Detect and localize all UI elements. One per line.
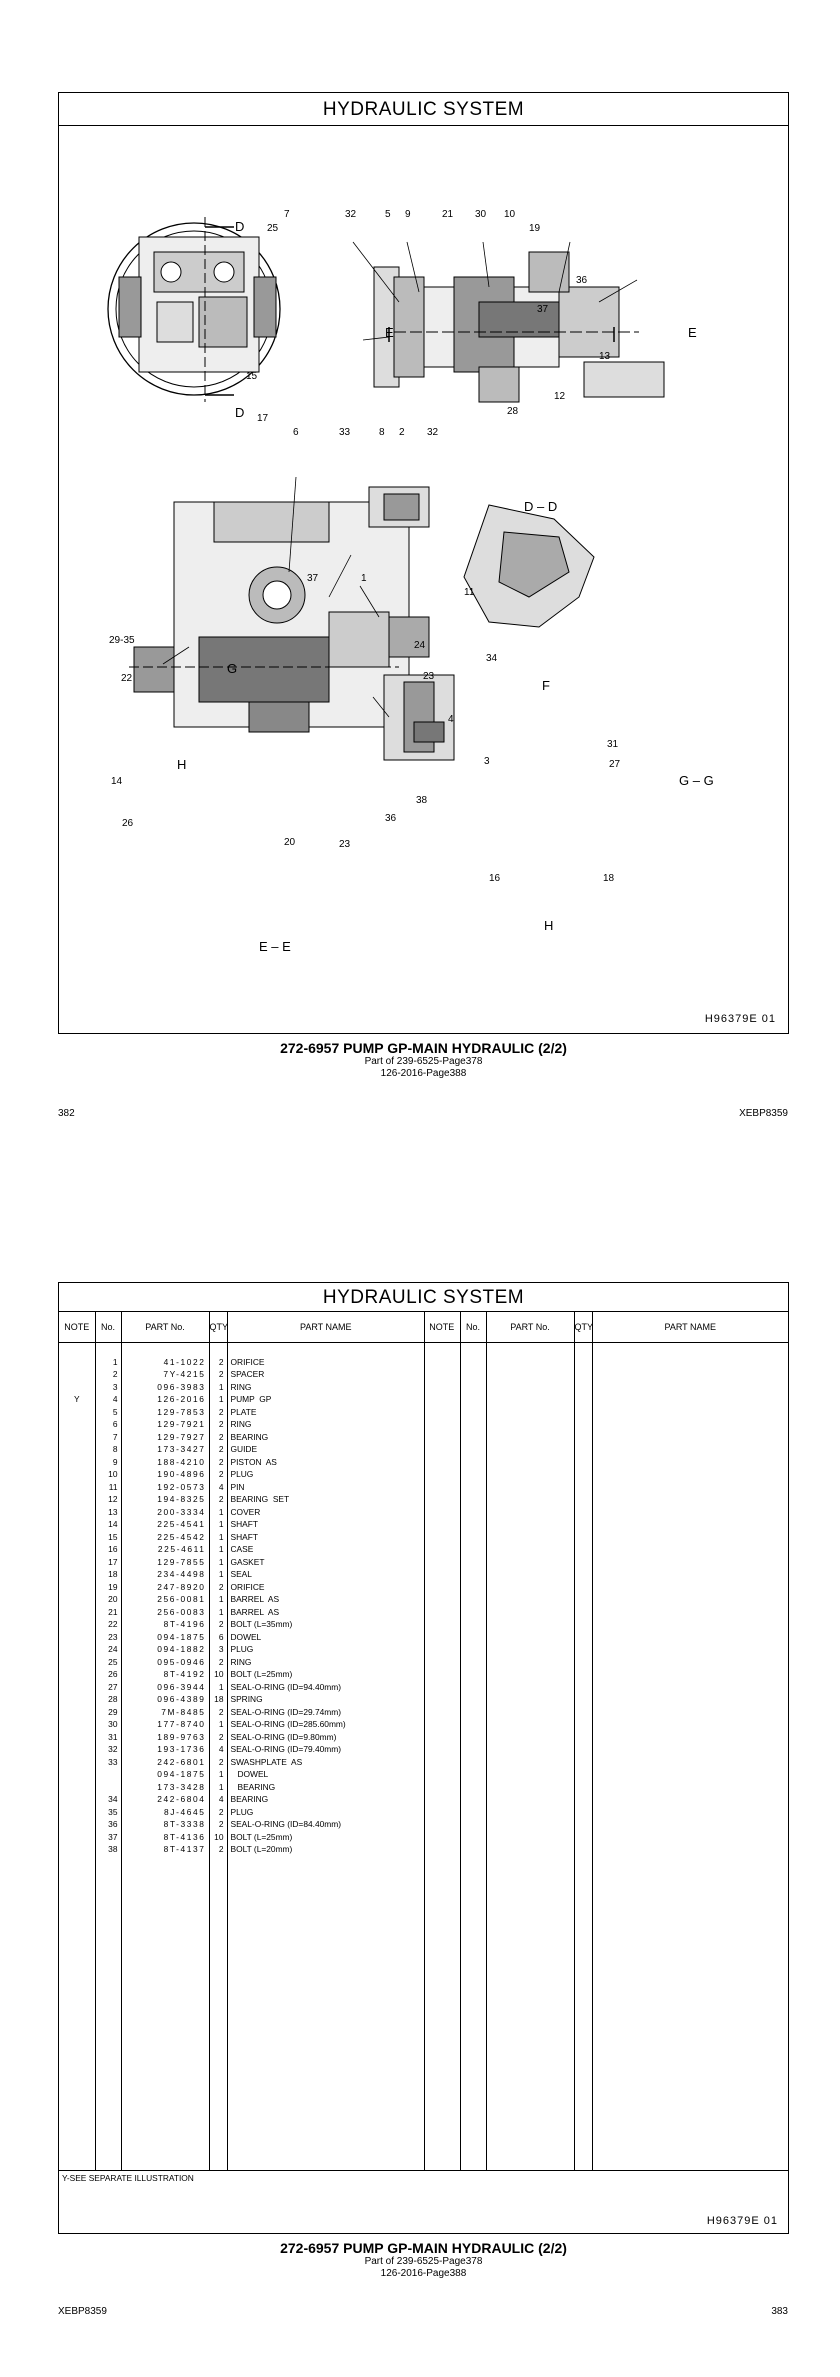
cell-part-no: 177-8740 <box>121 1718 209 1731</box>
cell-part-no: 126-2016 <box>121 1393 209 1406</box>
cell-part-name: DOWEL <box>230 1769 269 1779</box>
cell-part-no: 193-1736 <box>121 1743 209 1756</box>
callout-31: 31 <box>607 739 619 750</box>
cell-part-no: 256-0081 <box>121 1593 209 1606</box>
cell-item-no: 23 <box>95 1631 121 1644</box>
cell-part-no: 247-8920 <box>121 1581 209 1594</box>
cell-qty: 2 <box>209 1731 227 1744</box>
cell-item-no: 29 <box>95 1706 121 1719</box>
cell-part-no: 8T-4192 <box>121 1668 209 1681</box>
cell-item-no: 33 <box>95 1756 121 1769</box>
callout-34: 34 <box>486 653 498 664</box>
cell-item-no: 27 <box>95 1681 121 1694</box>
view-label-f: F <box>542 678 550 693</box>
cell-part-name: SWASHPLATE AS <box>230 1756 303 1767</box>
cell-item-no: 30 <box>95 1718 121 1731</box>
col-part-no-right: PART No. <box>486 1312 574 1343</box>
cell-qty: 1 <box>209 1531 227 1544</box>
cell-qty: 1 <box>209 1556 227 1569</box>
cell-part-name: SPRING <box>230 1694 263 1704</box>
cell-item-no: 5 <box>95 1406 121 1419</box>
cell-part-name: BEARING <box>230 1431 269 1442</box>
cell-qty: 2 <box>209 1818 227 1831</box>
cell-item-no: 4 <box>95 1393 121 1406</box>
cell-item-no: 26 <box>95 1668 121 1681</box>
caption-title: 272-6957 PUMP GP-MAIN HYDRAULIC (2/2) <box>280 1040 567 1056</box>
callout-38: 38 <box>416 795 428 806</box>
cell-qty: 1 <box>209 1381 227 1394</box>
section-e-mark-right: E <box>688 325 697 340</box>
cell-qty: 1 <box>209 1568 227 1581</box>
cell-part-no: 129-7853 <box>121 1406 209 1419</box>
view-label-h: H <box>544 918 554 933</box>
callout-6: 6 <box>293 427 299 438</box>
illustration-frame <box>58 92 789 1034</box>
cell-part-no: 096-3944 <box>121 1681 209 1694</box>
cell-part-no: 8T-4136 <box>121 1831 209 1844</box>
callout-13: 13 <box>599 351 611 362</box>
callout-20: 20 <box>284 837 296 848</box>
cell-item-no: 20 <box>95 1593 121 1606</box>
cell-qty: 2 <box>209 1406 227 1419</box>
cell-qty: 2 <box>209 1493 227 1506</box>
cell-part-no: 242-6801 <box>121 1756 209 1769</box>
cell-item-no: 25 <box>95 1656 121 1669</box>
cell-part-no: 094-1875 <box>121 1768 209 1781</box>
callout-16: 16 <box>489 873 501 884</box>
footnote-text: Y-SEE SEPARATE ILLUSTRATION <box>62 2173 194 2183</box>
col-qty: QTY <box>209 1312 227 1343</box>
cell-qty: 2 <box>209 1656 227 1669</box>
view-label-gg: G – G <box>679 773 714 788</box>
detail-h-view <box>384 675 454 760</box>
callout-9: 9 <box>405 209 411 220</box>
cell-item-no: 24 <box>95 1643 121 1656</box>
cell-part-name: BEARING <box>230 1781 276 1792</box>
cell-part-name: SEAL <box>230 1569 252 1579</box>
cell-part-name: PISTON AS <box>230 1456 277 1467</box>
cell-qty: 2 <box>209 1581 227 1594</box>
cell-item-no: 22 <box>95 1618 121 1631</box>
cell-qty: 1 <box>209 1506 227 1519</box>
col-qty-right: QTY <box>574 1312 592 1343</box>
cell-item-no: 19 <box>95 1581 121 1594</box>
cell-part-name: SEAL-O-RING (ID=9.80mm) <box>230 1731 337 1742</box>
cell-part-name: BEARING <box>230 1794 269 1804</box>
cell-qty: 2 <box>209 1456 227 1469</box>
cell-part-no: 234-4498 <box>121 1568 209 1581</box>
cell-qty: 2 <box>209 1756 227 1769</box>
cell-qty: 2 <box>209 1418 227 1431</box>
section-h-mark: H <box>177 757 187 772</box>
detail-f-view <box>369 487 429 527</box>
cell-part-no: 173-3427 <box>121 1443 209 1456</box>
cell-qty: 1 <box>209 1518 227 1531</box>
section-dd-view <box>374 252 664 402</box>
cell-part-name: PUMP GP <box>230 1394 272 1404</box>
cell-item-no: 34 <box>95 1793 121 1806</box>
cell-part-name: PLUG <box>230 1469 254 1479</box>
cell-item-no: 10 <box>95 1468 121 1481</box>
cell-part-name: RING <box>230 1381 252 1392</box>
cell-part-name: CASE <box>230 1544 254 1554</box>
cell-part-name: DOWEL <box>230 1631 262 1642</box>
cell-qty: 1 <box>209 1543 227 1556</box>
cell-note: Y <box>59 1393 95 1406</box>
cell-item-no: 38 <box>95 1843 121 1856</box>
cell-part-name: BOLT (L=25mm) <box>230 1831 293 1842</box>
cell-part-name: BEARING SET <box>230 1494 290 1504</box>
callout-7: 7 <box>284 209 290 220</box>
callout-22: 22 <box>121 673 133 684</box>
caption-page-383 <box>58 2240 789 2280</box>
view-label-ee: E – E <box>259 939 291 954</box>
callout-17: 17 <box>257 413 269 424</box>
callout-2: 2 <box>399 427 405 438</box>
cell-part-no: 190-4896 <box>121 1468 209 1481</box>
callout-4: 4 <box>448 714 454 725</box>
cell-item-no: 9 <box>95 1456 121 1469</box>
cell-part-name: ORIFICE <box>230 1356 265 1367</box>
cell-part-no: 194-8325 <box>121 1493 209 1506</box>
cell-item-no: 1 <box>95 1356 121 1369</box>
cell-part-no: 8T-4137 <box>121 1843 209 1856</box>
col-no-right: No. <box>460 1312 486 1343</box>
cell-part-no: 242-6804 <box>121 1793 209 1806</box>
illustration-reference: H96379E 01 <box>704 1013 776 1025</box>
callout-26: 26 <box>122 818 134 829</box>
cell-part-name: RING <box>230 1419 252 1429</box>
cell-part-no: 7M-8485 <box>121 1706 209 1719</box>
cell-part-name: SPACER <box>230 1369 265 1379</box>
section-d-mark-bottom: D <box>235 405 245 420</box>
cell-part-name: COVER <box>230 1506 261 1517</box>
cell-item-no: 14 <box>95 1518 121 1531</box>
callout-5: 5 <box>385 209 391 220</box>
callout-21: 21 <box>442 209 454 220</box>
callout-28: 28 <box>507 406 519 417</box>
cell-part-name: SEAL-O-RING (ID=29.74mm) <box>230 1706 342 1717</box>
cell-part-no: 094-1875 <box>121 1631 209 1644</box>
cell-part-no: 095-0946 <box>121 1656 209 1669</box>
cell-item-no: 36 <box>95 1818 121 1831</box>
cell-qty: 10 <box>209 1831 227 1844</box>
caption-sub-page: 126-2016-Page388 <box>380 1068 467 1079</box>
cell-item-no: 3 <box>95 1381 121 1394</box>
cell-qty: 4 <box>209 1793 227 1806</box>
cell-qty: 2 <box>209 1706 227 1719</box>
cell-part-no: 173-3428 <box>121 1781 209 1794</box>
section-g-mark: G <box>227 661 238 676</box>
section-e-mark-left: E <box>385 325 394 340</box>
cell-part-name: BARREL AS <box>230 1594 280 1604</box>
view-label-dd: D – D <box>524 499 558 514</box>
cell-part-name: BOLT (L=35mm) <box>230 1619 293 1629</box>
cell-qty: 2 <box>209 1443 227 1456</box>
detail-gg-view <box>464 505 594 627</box>
footnote-bar <box>59 2170 788 2185</box>
col-note: NOTE <box>59 1312 95 1343</box>
cell-part-name: BOLT (L=25mm) <box>230 1669 293 1679</box>
cell-qty: 2 <box>209 1618 227 1631</box>
callout-37b: 37 <box>307 573 319 584</box>
cell-part-no: 094-1882 <box>121 1643 209 1656</box>
parts-list-title: HYDRAULIC SYSTEM <box>322 1287 525 1308</box>
callout-32: 32 <box>345 209 357 220</box>
cell-qty: 6 <box>209 1631 227 1644</box>
callout-32b: 32 <box>427 427 439 438</box>
cell-qty: 3 <box>209 1643 227 1656</box>
callout-27: 27 <box>609 759 621 770</box>
cell-qty: 2 <box>209 1806 227 1819</box>
cell-part-name: SEAL-O-RING (ID=285.60mm) <box>230 1719 346 1729</box>
cell-part-name: GUIDE <box>230 1444 258 1454</box>
cell-part-name: PIN <box>230 1481 245 1492</box>
callout-12: 12 <box>554 391 566 402</box>
col-note-right: NOTE <box>424 1312 460 1343</box>
cell-item-no: 7 <box>95 1431 121 1444</box>
title-divider <box>59 125 788 126</box>
cell-part-name: SHAFT <box>230 1519 258 1529</box>
parts-table-right <box>424 1312 788 2170</box>
callout-36: 36 <box>576 275 588 286</box>
caption-part-of: Part of 239-6525-Page378 <box>364 1056 483 1067</box>
cell-item-no: 16 <box>95 1543 121 1556</box>
caption-title-2: 272-6957 PUMP GP-MAIN HYDRAULIC (2/2) <box>280 2240 567 2256</box>
parts-illustration-reference: H96379E 01 <box>706 2215 778 2227</box>
parts-list-frame <box>58 1282 789 2234</box>
cell-item-no: 2 <box>95 1368 121 1381</box>
cell-qty: 4 <box>209 1743 227 1756</box>
cell-part-no: 8J-4645 <box>121 1806 209 1819</box>
callout-19: 19 <box>529 223 541 234</box>
caption-part-of-2: Part of 239-6525-Page378 <box>364 2256 483 2267</box>
cell-part-name: ORIFICE <box>230 1581 265 1592</box>
col-no: No. <box>95 1312 121 1343</box>
cell-item-no: 28 <box>95 1693 121 1706</box>
caption-page-382 <box>58 1040 789 1080</box>
cell-qty: 1 <box>209 1781 227 1794</box>
cell-item-no: 8 <box>95 1443 121 1456</box>
callout-24: 24 <box>414 640 426 651</box>
cell-qty: 4 <box>209 1481 227 1494</box>
page-number-left: 382 <box>58 1108 75 1119</box>
cell-item-no: 17 <box>95 1556 121 1569</box>
cell-qty: 2 <box>209 1468 227 1481</box>
col-part-no: PART No. <box>121 1312 209 1343</box>
cell-part-name: SEAL-O-RING (ID=94.40mm) <box>230 1681 342 1692</box>
cell-item-no: 37 <box>95 1831 121 1844</box>
callout-14: 14 <box>111 776 123 787</box>
cell-item-no: 13 <box>95 1506 121 1519</box>
cell-part-no: 225-4542 <box>121 1531 209 1544</box>
cell-part-name: PLATE <box>230 1406 257 1417</box>
cell-part-name: BARREL AS <box>230 1606 280 1617</box>
col-part-name-right: PART NAME <box>592 1312 788 1343</box>
cell-part-no: 129-7927 <box>121 1431 209 1444</box>
cell-qty: 1 <box>209 1606 227 1619</box>
left-column-lines <box>59 1342 424 2170</box>
callout-33: 33 <box>339 427 351 438</box>
cell-part-name: SHAFT <box>230 1531 258 1542</box>
page-title: HYDRAULIC SYSTEM <box>322 99 525 120</box>
callout-1: 1 <box>361 573 367 584</box>
cell-part-no: 189-9763 <box>121 1731 209 1744</box>
cell-item-no: 35 <box>95 1806 121 1819</box>
cell-item-no: 11 <box>95 1481 121 1494</box>
callout-11: 11 <box>464 587 475 598</box>
callout-25: 25 <box>267 223 279 234</box>
cell-part-name: BOLT (L=20mm) <box>230 1844 293 1854</box>
cell-item-no: 18 <box>95 1568 121 1581</box>
cell-part-no: 256-0083 <box>121 1606 209 1619</box>
cell-item-no: 31 <box>95 1731 121 1744</box>
cell-part-no: 8T-4196 <box>121 1618 209 1631</box>
callout-36b: 36 <box>385 813 397 824</box>
exploded-pump-drawing <box>59 127 788 997</box>
cell-qty: 1 <box>209 1593 227 1606</box>
cell-part-no: 129-7921 <box>121 1418 209 1431</box>
cell-part-name: SEAL-O-RING (ID=79.40mm) <box>230 1744 342 1754</box>
cell-item-no: 15 <box>95 1531 121 1544</box>
page-number-right: 383 <box>771 2306 788 2317</box>
cell-part-name: GASKET <box>230 1556 265 1567</box>
cell-part-no: 188-4210 <box>121 1456 209 1469</box>
callout-30: 30 <box>475 209 487 220</box>
callout-18: 18 <box>603 873 615 884</box>
cell-qty: 1 <box>209 1681 227 1694</box>
cell-item-no: 6 <box>95 1418 121 1431</box>
cell-part-no: 192-0573 <box>121 1481 209 1494</box>
callout-23: 23 <box>423 671 435 682</box>
cell-part-no: 225-4611 <box>121 1543 209 1556</box>
cell-part-name: PLUG <box>230 1806 254 1817</box>
caption-sub-page-2: 126-2016-Page388 <box>380 2268 467 2279</box>
cell-item-no: 21 <box>95 1606 121 1619</box>
document-code-right: XEBP8359 <box>739 1108 788 1119</box>
cell-qty: 1 <box>209 1393 227 1406</box>
cell-item-no: 12 <box>95 1493 121 1506</box>
section-d-mark-top: D <box>235 219 245 234</box>
cell-part-name: SEAL-O-RING (ID=84.40mm) <box>230 1819 342 1829</box>
cell-part-no: 096-3983 <box>121 1381 209 1394</box>
cell-part-name: RING <box>230 1656 252 1667</box>
cell-qty: 2 <box>209 1368 227 1381</box>
cell-qty: 2 <box>209 1843 227 1856</box>
cell-qty: 2 <box>209 1356 227 1369</box>
parts-table-empty-columns <box>424 1312 788 2170</box>
cell-part-no: 7Y-4215 <box>121 1368 209 1381</box>
callout-3: 3 <box>484 756 490 767</box>
cell-item-no: 32 <box>95 1743 121 1756</box>
cell-qty: 18 <box>209 1693 227 1706</box>
cell-qty: 2 <box>209 1431 227 1444</box>
cell-qty: 10 <box>209 1668 227 1681</box>
cell-part-no: 096-4389 <box>121 1693 209 1706</box>
document-code-left: XEBP8359 <box>58 2306 107 2317</box>
cell-part-no: 41-1022 <box>121 1356 209 1369</box>
col-part-name: PART NAME <box>227 1312 424 1343</box>
cell-part-no: 8T-3338 <box>121 1818 209 1831</box>
cell-part-no: 129-7855 <box>121 1556 209 1569</box>
callout-8: 8 <box>379 427 385 438</box>
callout-15: 15 <box>246 371 258 382</box>
callout-23b: 23 <box>339 839 351 850</box>
callout-37: 37 <box>537 304 549 315</box>
cell-qty: 1 <box>209 1718 227 1731</box>
cell-part-no: 200-3334 <box>121 1506 209 1519</box>
cell-part-no: 225-4541 <box>121 1518 209 1531</box>
callout-29-35: 29-35 <box>109 635 135 646</box>
cell-qty: 1 <box>209 1768 227 1781</box>
callout-10: 10 <box>504 209 516 220</box>
cell-part-name: PLUG <box>230 1644 254 1654</box>
